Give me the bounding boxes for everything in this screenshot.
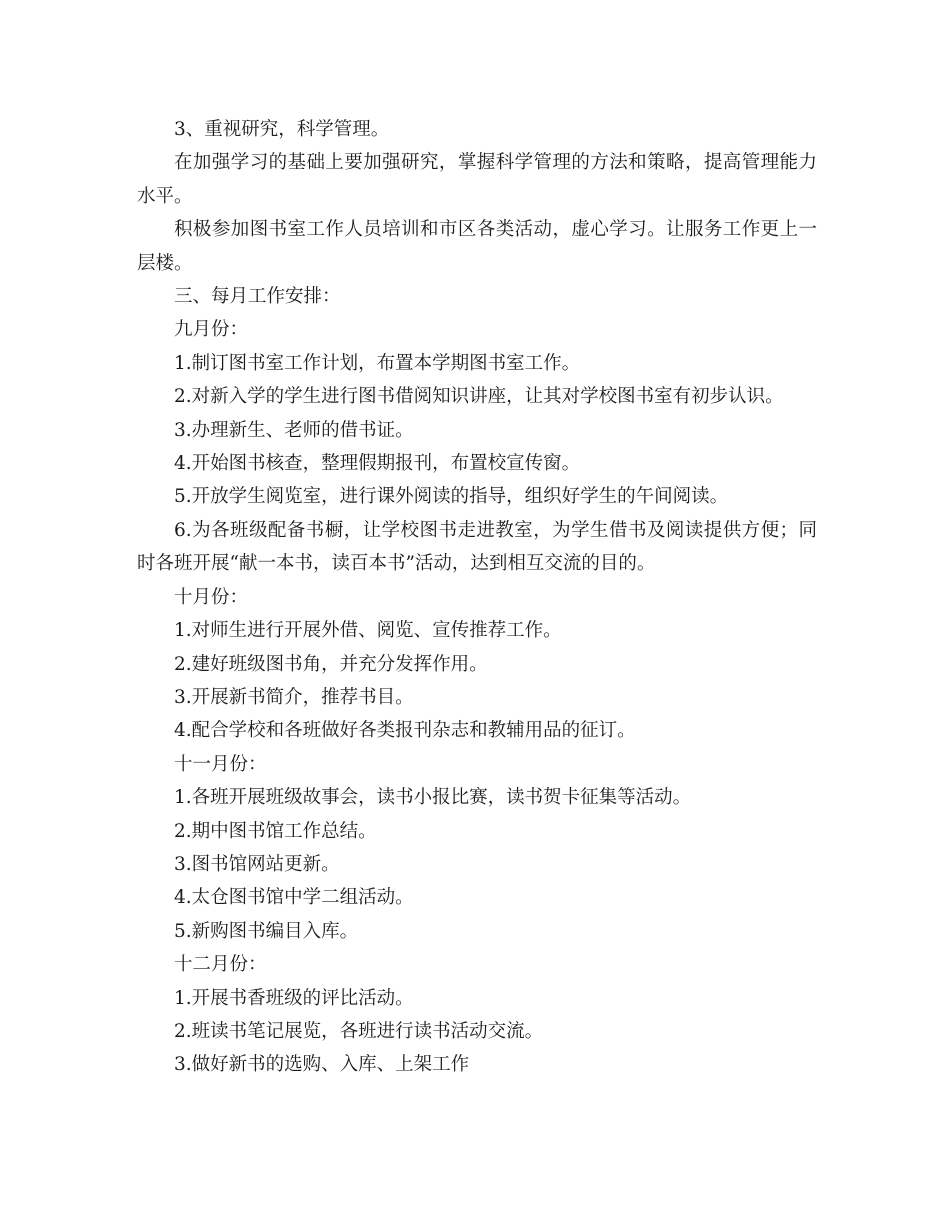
list-item: 1.制订图书室工作计划，布置本学期图书室工作。 xyxy=(174,352,581,374)
list-item: 3.图书馆网站更新。 xyxy=(174,853,340,875)
list-item: 2.班读书笔记展览，各班进行读书活动交流。 xyxy=(174,1020,544,1042)
month-heading-october: 十月份： xyxy=(174,586,249,608)
list-item: 3.做好新书的选购、入库、上架工作 xyxy=(174,1054,470,1076)
list-item: 5.开放学生阅览室，进行课外阅读的指导，组织好学生的午间阅读。 xyxy=(174,486,729,508)
document-body xyxy=(137,113,817,1082)
list-item: 2.期中图书馆工作总结。 xyxy=(174,820,377,842)
list-item: 1.对师生进行开展外借、阅览、宣传推荐工作。 xyxy=(174,620,562,642)
list-item: 3.办理新生、老师的借书证。 xyxy=(174,419,414,441)
list-item: 4.太仓图书馆中学二组活动。 xyxy=(174,887,414,909)
list-item: 2.对新入学的学生进行图书借阅知识讲座，让其对学校图书室有初步认识。 xyxy=(174,386,784,408)
paragraph-training: 积极参加图书室工作人员培训和市区各类活动，虚心学习。让服务工作更上一层楼。 xyxy=(137,219,817,274)
list-item: 4.配合学校和各班做好各类报刊杂志和教辅用品的征订。 xyxy=(174,720,636,742)
list-item: 2.建好班级图书角，并充分发挥作用。 xyxy=(174,653,488,675)
list-item: 1.开展书香班级的评比活动。 xyxy=(174,987,414,1009)
list-item: 4.开始图书核查，整理假期报刊，布置校宣传窗。 xyxy=(174,453,581,475)
month-heading-september: 九月份： xyxy=(174,319,249,341)
section-heading-monthly-plan: 三、每月工作安排： xyxy=(174,286,341,308)
list-item: 1.各班开展班级故事会，读书小报比赛，读书贺卡征集等活动。 xyxy=(174,787,692,809)
list-item: 3.开展新书简介，推荐书目。 xyxy=(174,686,414,708)
list-item: 5.新购图书编目入库。 xyxy=(174,920,359,942)
paragraph-study-heading: 3、重视研究，科学管理。 xyxy=(174,119,390,140)
paragraph-research: 在加强学习的基础上要加强研究，掌握科学管理的方法和策略，提高管理能力水平。 xyxy=(137,152,817,207)
list-item: 6.为各班级配备书橱，让学校图书走进教室，为学生借书及阅读提供方便；同时各班开展“献一本书，读百本书”活动，达到相互交流的目的。 xyxy=(137,519,817,575)
month-heading-november: 十一月份： xyxy=(174,753,267,775)
month-heading-december: 十二月份： xyxy=(174,954,267,976)
